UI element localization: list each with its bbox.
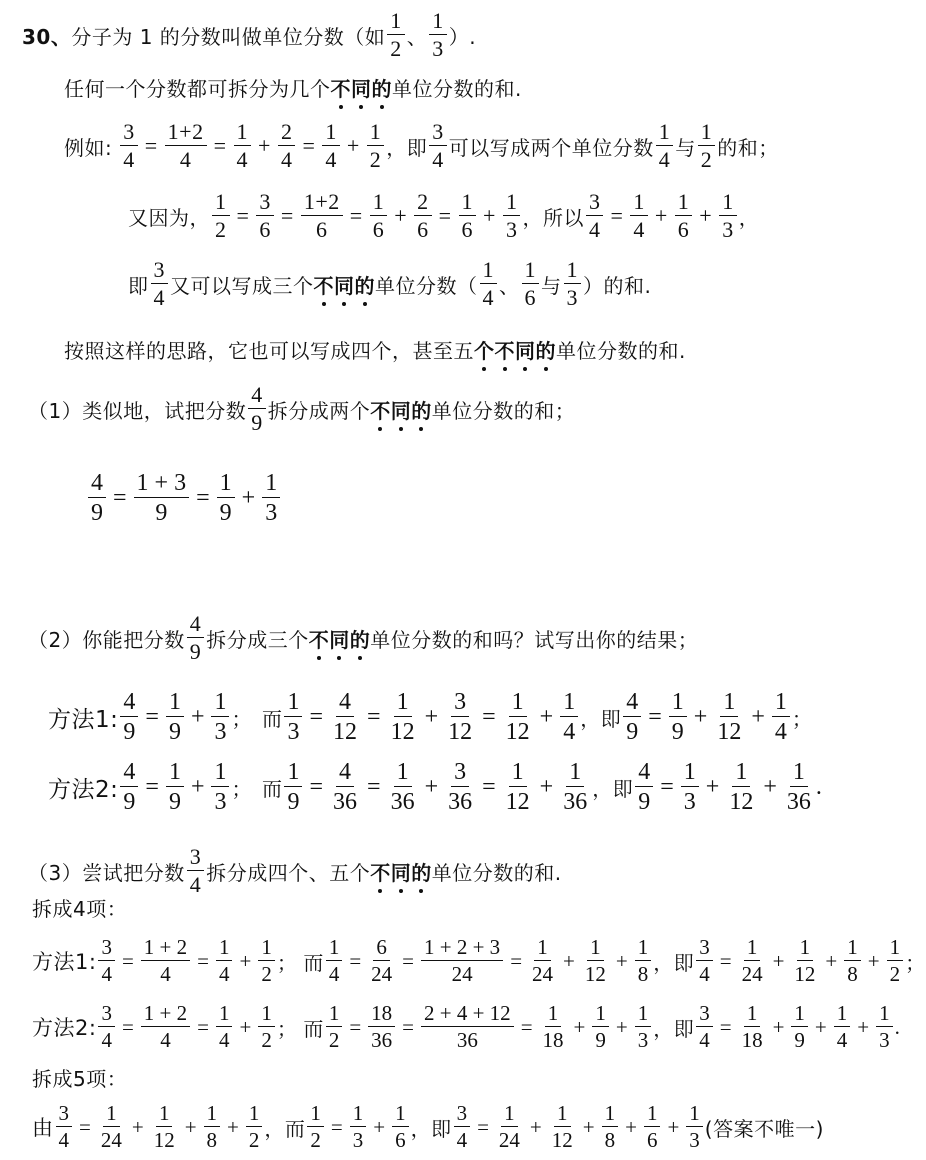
punct: ； (231, 776, 252, 801)
emphasis-char: 的 (411, 857, 432, 886)
question-text: 拆分成四个、五个 (206, 860, 371, 885)
fraction: $\frac{1}{12}$ (729, 759, 754, 815)
word-you: 由 (32, 1116, 54, 1140)
fraction: $\frac{2 + 4 + 12}{36}$ (421, 1003, 514, 1051)
fraction: $\frac{3}{4}$ (696, 1003, 713, 1051)
fraction: $\frac{1}{2}$ (887, 937, 904, 985)
word-er: 而 (303, 950, 324, 975)
fraction: $\frac{1}{3}$ (681, 760, 699, 814)
fraction: $\frac{1}{8}$ (602, 1103, 619, 1151)
fraction: $\frac{1}{12}$ (717, 689, 742, 745)
fraction: $\frac{1}{9}$ (166, 690, 184, 744)
emphasis-char: 同 (334, 270, 355, 299)
emphasis-char: 的 (355, 270, 376, 299)
fraction: $\frac{18}{36}$ (368, 1003, 395, 1051)
fraction: $\frac{1}{3}$ (262, 471, 280, 525)
fraction: $\frac{1}{4}$ (216, 1003, 233, 1051)
emphasis-char: 不 (314, 270, 335, 299)
emphasis-char: 同 (391, 857, 412, 886)
fraction: $\frac{1}{4}$ (772, 690, 790, 744)
fraction: $\frac{3}{12}$ (448, 689, 473, 745)
method-label: 方法1: (48, 706, 119, 733)
q3-method-1: 方法1: $\frac{3}{4}$ = $\frac{1 + 2}{4}$ = $\frac{1}{4}$ + $\frac{1}{2}$ ； 而 $\frac{1}{4}$ = $\frac{6}{24}$ = $\frac{1 + 2 + 3}{24}$ = $\frac{1}{24}$ + $\frac{1}{12}$ + $\frac{1}{8}$ ， 即 $\frac{3}{4}$ = $\frac{1}{24}$ + $\frac{1}{12}$ + $\frac{1}{8}$ + $\frac{1}{2}$ ； (32, 935, 926, 986)
fraction: $\frac{1}{4}$ (560, 690, 578, 744)
fraction: $\frac{3}{4}$ (98, 937, 115, 985)
fraction: $\frac{1}{36}$ (390, 759, 415, 815)
example-text: 与 (541, 273, 562, 298)
fraction: $\frac{1}{2}$ (258, 1003, 275, 1051)
idea-text: 按照这样的思路，它也可以写成四个，甚至五 (64, 338, 474, 363)
punct: ， (264, 1116, 285, 1141)
question-text: （1）类似地，试把分数 (28, 398, 247, 423)
punct: ； (791, 706, 813, 731)
punct: ， (592, 776, 613, 801)
fraction: $\frac{1}{9}$ (791, 1003, 808, 1051)
fraction: $\frac{1}{12}$ (505, 689, 530, 745)
fraction: $\frac{1}{9}$ (669, 690, 687, 744)
punct: ； (905, 950, 926, 975)
word-ji: 即 (673, 1016, 695, 1041)
fraction: $\frac{1}{36}$ (786, 759, 811, 815)
fraction: $\frac{1}{3}$ (503, 191, 521, 241)
four-terms-label (32, 892, 127, 922)
example-line-3 (128, 250, 651, 318)
intro-text: 分子为 1 的分数叫做单位分数（如 (71, 24, 386, 49)
fraction: $\frac{1}{24}$ (100, 1101, 122, 1152)
fraction: $\frac{1}{12}$ (390, 689, 415, 745)
statement-line (64, 72, 522, 102)
fraction: $\frac{1}{3}$ (876, 1003, 893, 1051)
punct: ； (231, 706, 252, 731)
example-text: 可以写成两个单位分数 (448, 135, 654, 160)
question-text: 拆分成两个 (267, 398, 371, 423)
word-er: 而 (284, 1116, 306, 1141)
fraction: $\frac{1}{8}$ (844, 937, 861, 985)
question-text: 单位分数的和吗？试写出你的结果； (370, 627, 699, 652)
example-line-2: 又因为， $\frac{1}{2}$ = $\frac{3}{6}$ = $\frac{1+2}{6}$ = $\frac{1}{6}$ + $\frac{2}{6}$ = $\frac{1}{6}$ + $\frac{1}{3}$ ，所以 $\frac{3}{4}$ = $\frac{1}{4}$ + $\frac{1}{6}$ + $\frac{1}{3}$ ， (128, 189, 760, 242)
punct: ， (738, 205, 760, 230)
fraction: $\frac{1}{12}$ (551, 1101, 573, 1152)
example-text: ，所以 (522, 205, 584, 230)
word-ji: 即 (431, 1116, 452, 1141)
q3-method-2: 方法2: $\frac{3}{4}$ = $\frac{1 + 2}{4}$ = $\frac{1}{4}$ + $\frac{1}{2}$ ； 而 $\frac{1}{2}$ = $\frac{18}{36}$ = $\frac{2 + 4 + 12}{36}$ = $\frac{1}{18}$ + $\frac{1}{9}$ + $\frac{1}{3}$ ， 即 $\frac{3}{4}$ = $\frac{1}{18}$ + $\frac{1}{9}$ + $\frac{1}{4}$ + $\frac{1}{3}$ . (32, 1001, 900, 1052)
statement-text: 单位分数的和. (392, 76, 522, 101)
fraction: $\frac{4}{36}$ (333, 759, 358, 815)
example-text: 与 (675, 135, 696, 160)
intro-end: ）. (448, 24, 477, 49)
punct: ， (580, 706, 601, 731)
five-terms-label (32, 1062, 127, 1092)
problem-number: 30、 (22, 24, 72, 49)
emphasis-char: 不 (370, 857, 391, 886)
example-text: 的和； (717, 135, 779, 160)
fraction: $\frac{1}{12}$ (505, 759, 530, 815)
answer-1: $\frac{4}{9}$ = $\frac{1 + 3}{9}$ = $\frac{1}{9}$ + $\frac{1}{3}$ (86, 462, 282, 534)
fraction: $\frac{1}{8}$ (635, 937, 652, 985)
punct: ； (276, 1016, 298, 1041)
fraction: $\frac{4}{9}$ (635, 760, 653, 814)
fraction: $\frac{1}{9}$ (284, 760, 302, 814)
fraction: $\frac{3}{4}$ (120, 121, 138, 171)
fraction: $\frac{1}{8}$ (204, 1103, 221, 1151)
fraction: $\frac{1}{4}$ (326, 937, 343, 985)
fraction: $\frac{1}{2}$ (212, 191, 230, 241)
idea-line (64, 334, 686, 364)
fraction: $\frac{1}{6}$ (459, 191, 477, 241)
fraction: $\frac{3}{6}$ (256, 191, 274, 241)
emphasis-char: 的 (536, 335, 557, 364)
question-text: 单位分数的和. (431, 860, 562, 885)
q2-method-2: 方法2: $\frac{4}{9}$ = $\frac{1}{9}$ + $\frac{1}{3}$ ； 而 $\frac{1}{9}$ = $\frac{4}{36}$ = $\frac{1}{36}$ + $\frac{3}{36}$ = $\frac{1}{12}$ + $\frac{1}{36}$ ， 即 $\frac{4}{9}$ = $\frac{1}{3}$ + $\frac{1}{12}$ + $\frac{1}{36}$ . (48, 759, 822, 815)
example-text: 即 (128, 273, 149, 298)
fraction: $\frac{1}{2}$ (326, 1003, 343, 1051)
fraction: $\frac{1 + 2}{4}$ (141, 1003, 190, 1051)
fraction: $\frac{1}{24}$ (532, 935, 554, 986)
punct: ， (653, 1016, 674, 1041)
q2-method-1: 方法1: $\frac{4}{9}$ = $\frac{1}{9}$ + $\frac{1}{3}$ ； 而 $\frac{1}{3}$ = $\frac{4}{12}$ = $\frac{1}{12}$ + $\frac{3}{12}$ = $\frac{1}{12}$ + $\frac{1}{4}$ ， 即 $\frac{4}{9}$ = $\frac{1}{9}$ + $\frac{1}{12}$ + $\frac{1}{4}$ ； (48, 689, 813, 745)
fraction: $\frac{3}{4}$ (586, 191, 604, 241)
example-text: 、 (499, 273, 520, 298)
emphasis-char: 不 (331, 73, 352, 102)
five-terms-line: 由 $\frac{3}{4}$ = $\frac{1}{24}$ + $\frac{1}{12}$ + $\frac{1}{8}$ + $\frac{1}{2}$ ， 而 $\frac{1}{2}$ = $\frac{1}{3}$ + $\frac{1}{6}$ ， 即 $\frac{3}{4}$ = $\frac{1}{24}$ + $\frac{1}{12}$ + $\frac{1}{8}$ + $\frac{1}{6}$ + $\frac{1}{3}$ (答案不唯一) (32, 1101, 824, 1152)
fraction: $\frac{1}{9}$ (592, 1003, 609, 1051)
emphasis-char: 不 (495, 335, 516, 364)
statement-text: 任何一个分数都可拆分为几个 (64, 76, 331, 101)
punct: . (894, 1014, 900, 1039)
fraction: $\frac{1}{2}$ (246, 1103, 263, 1151)
question-2 (28, 605, 698, 671)
question-text: （3）尝试把分数 (28, 860, 185, 885)
emphasis-char: 的 (350, 624, 371, 653)
fraction: $\frac{1}{6}$ (522, 259, 540, 309)
fraction: $\frac{4}{9}$ (623, 690, 641, 744)
fraction: $\frac{4}{12}$ (333, 689, 358, 745)
word-ji: 即 (612, 776, 634, 801)
fraction: $\frac{1}{2}$ (387, 10, 405, 60)
fraction: $\frac{1}{18}$ (741, 1001, 763, 1052)
section-label: 拆成4项： (32, 896, 128, 921)
punct: ， (653, 950, 674, 975)
example-text: 又因为， (128, 205, 210, 230)
fraction: $\frac{1}{3}$ (429, 10, 447, 60)
fraction: $\frac{1}{2}$ (367, 121, 385, 171)
method-label: 方法2: (32, 1016, 97, 1040)
fraction: $\frac{1}{36}$ (563, 759, 588, 815)
example-label: 例如: (64, 135, 113, 160)
fraction: $\frac{1+2}{4}$ (165, 121, 207, 171)
emphasis-char: 同 (351, 73, 372, 102)
idea-text: 单位分数的和. (556, 338, 686, 363)
fraction: $\frac{1}{12}$ (153, 1101, 175, 1152)
fraction: $\frac{1}{4}$ (834, 1003, 851, 1051)
punct: ， (410, 1116, 432, 1141)
example-text: 又可以写成三个 (170, 273, 314, 298)
word-ji: 即 (673, 950, 695, 975)
separator: 、 (406, 24, 428, 49)
fraction: $\frac{1}{18}$ (542, 1001, 564, 1052)
fraction: $\frac{1}{6}$ (675, 191, 693, 241)
fraction: $\frac{1}{9}$ (166, 760, 184, 814)
fraction: $\frac{1 + 2 + 3}{24}$ (421, 937, 503, 985)
fraction: $\frac{1}{3}$ (635, 1003, 652, 1051)
fraction: $\frac{3}{4}$ (429, 121, 447, 171)
fraction: $\frac{1}{3}$ (211, 690, 229, 744)
emphasis-char: 个 (474, 335, 495, 364)
question-text: 拆分成三个 (206, 627, 309, 652)
fraction: $\frac{1}{3}$ (719, 191, 737, 241)
fraction: $\frac{1}{6}$ (392, 1103, 409, 1151)
fraction: $\frac{1}{6}$ (370, 191, 388, 241)
example-text: ，即 (386, 135, 428, 160)
emphasis-char: 不 (370, 395, 391, 424)
fraction: $\frac{1}{9}$ (217, 471, 235, 525)
fraction: $\frac{3}{4}$ (56, 1103, 73, 1151)
fraction: $\frac{1}{12}$ (794, 935, 816, 986)
intro-line (22, 2, 476, 68)
fraction: $\frac{2}{6}$ (414, 191, 432, 241)
example-line-1: 例如: $\frac{3}{4}$ = $\frac{1+2}{4}$ = $\frac{1}{4}$ + $\frac{2}{4}$ = $\frac{1}{4}$ + $\frac{1}{2}$ ，即 $\frac{3}{4}$ 可以写成两个单位分数 $\frac{1}{4}$ 与 $\frac{1}{2}$ 的和； (64, 119, 779, 172)
fraction: $\frac{1}{12}$ (584, 935, 606, 986)
method-label: 方法2: (48, 776, 119, 803)
question-text: 单位分数的和； (431, 398, 576, 423)
example-text: 单位分数（ (375, 273, 478, 298)
fraction: $\frac{1+2}{6}$ (301, 191, 343, 241)
answer-note: (答案不唯一) (704, 1116, 824, 1141)
punct: . (815, 773, 822, 800)
example-text: ）的和. (583, 273, 652, 298)
fraction: $\frac{1}{2}$ (258, 937, 275, 985)
section-label: 拆成5项： (32, 1066, 128, 1091)
fraction: $\frac{1 + 3}{9}$ (134, 471, 190, 525)
emphasis-char: 的 (411, 395, 432, 424)
method-label: 方法1: (32, 950, 97, 974)
fraction: $\frac{1}{3}$ (284, 690, 302, 744)
emphasis-char: 不 (309, 624, 330, 653)
emphasis-char: 的 (372, 73, 393, 102)
fraction: $\frac{4}{9}$ (120, 690, 138, 744)
fraction: $\frac{3}{4}$ (454, 1103, 471, 1151)
fraction: $\frac{4}{9}$ (187, 613, 205, 663)
fraction: $\frac{1}{24}$ (498, 1101, 520, 1152)
fraction: $\frac{1}{6}$ (644, 1103, 661, 1151)
fraction: $\frac{1}{3}$ (686, 1103, 703, 1151)
fraction: $\frac{3}{4}$ (98, 1003, 115, 1051)
fraction: $\frac{1}{3}$ (211, 760, 229, 814)
word-er: 而 (261, 776, 283, 801)
fraction: $\frac{3}{4}$ (696, 937, 713, 985)
fraction: $\frac{4}{9}$ (88, 471, 106, 525)
fraction: $\frac{1}{4}$ (216, 937, 233, 985)
fraction: $\frac{1}{4}$ (480, 259, 498, 309)
fraction: $\frac{1 + 2}{4}$ (141, 937, 190, 985)
fraction: $\frac{1}{3}$ (350, 1103, 367, 1151)
fraction: $\frac{1}{4}$ (234, 121, 252, 171)
fraction: $\frac{4}{9}$ (248, 384, 266, 434)
question-1 (28, 376, 575, 442)
fraction: $\frac{1}{2}$ (698, 121, 716, 171)
fraction: $\frac{2}{4}$ (278, 121, 296, 171)
emphasis-char: 同 (391, 395, 412, 424)
punct: ； (276, 950, 298, 975)
fraction: $\frac{3}{4}$ (151, 259, 169, 309)
emphasis-char: 同 (329, 624, 350, 653)
fraction: $\frac{1}{3}$ (564, 259, 582, 309)
fraction: $\frac{3}{36}$ (448, 759, 473, 815)
fraction: $\frac{1}{2}$ (307, 1103, 324, 1151)
fraction: $\frac{1}{24}$ (741, 935, 763, 986)
word-er: 而 (261, 706, 283, 731)
fraction: $\frac{4}{9}$ (120, 760, 138, 814)
word-er: 而 (303, 1016, 324, 1041)
fraction: $\frac{1}{4}$ (630, 191, 648, 241)
fraction: $\frac{6}{24}$ (371, 935, 393, 986)
fraction: $\frac{1}{4}$ (656, 121, 674, 171)
question-text: （2）你能把分数 (28, 627, 185, 652)
emphasis-char: 同 (515, 335, 536, 364)
fraction: $\frac{3}{4}$ (187, 846, 205, 896)
word-ji: 即 (600, 706, 622, 731)
fraction: $\frac{1}{4}$ (322, 121, 340, 171)
